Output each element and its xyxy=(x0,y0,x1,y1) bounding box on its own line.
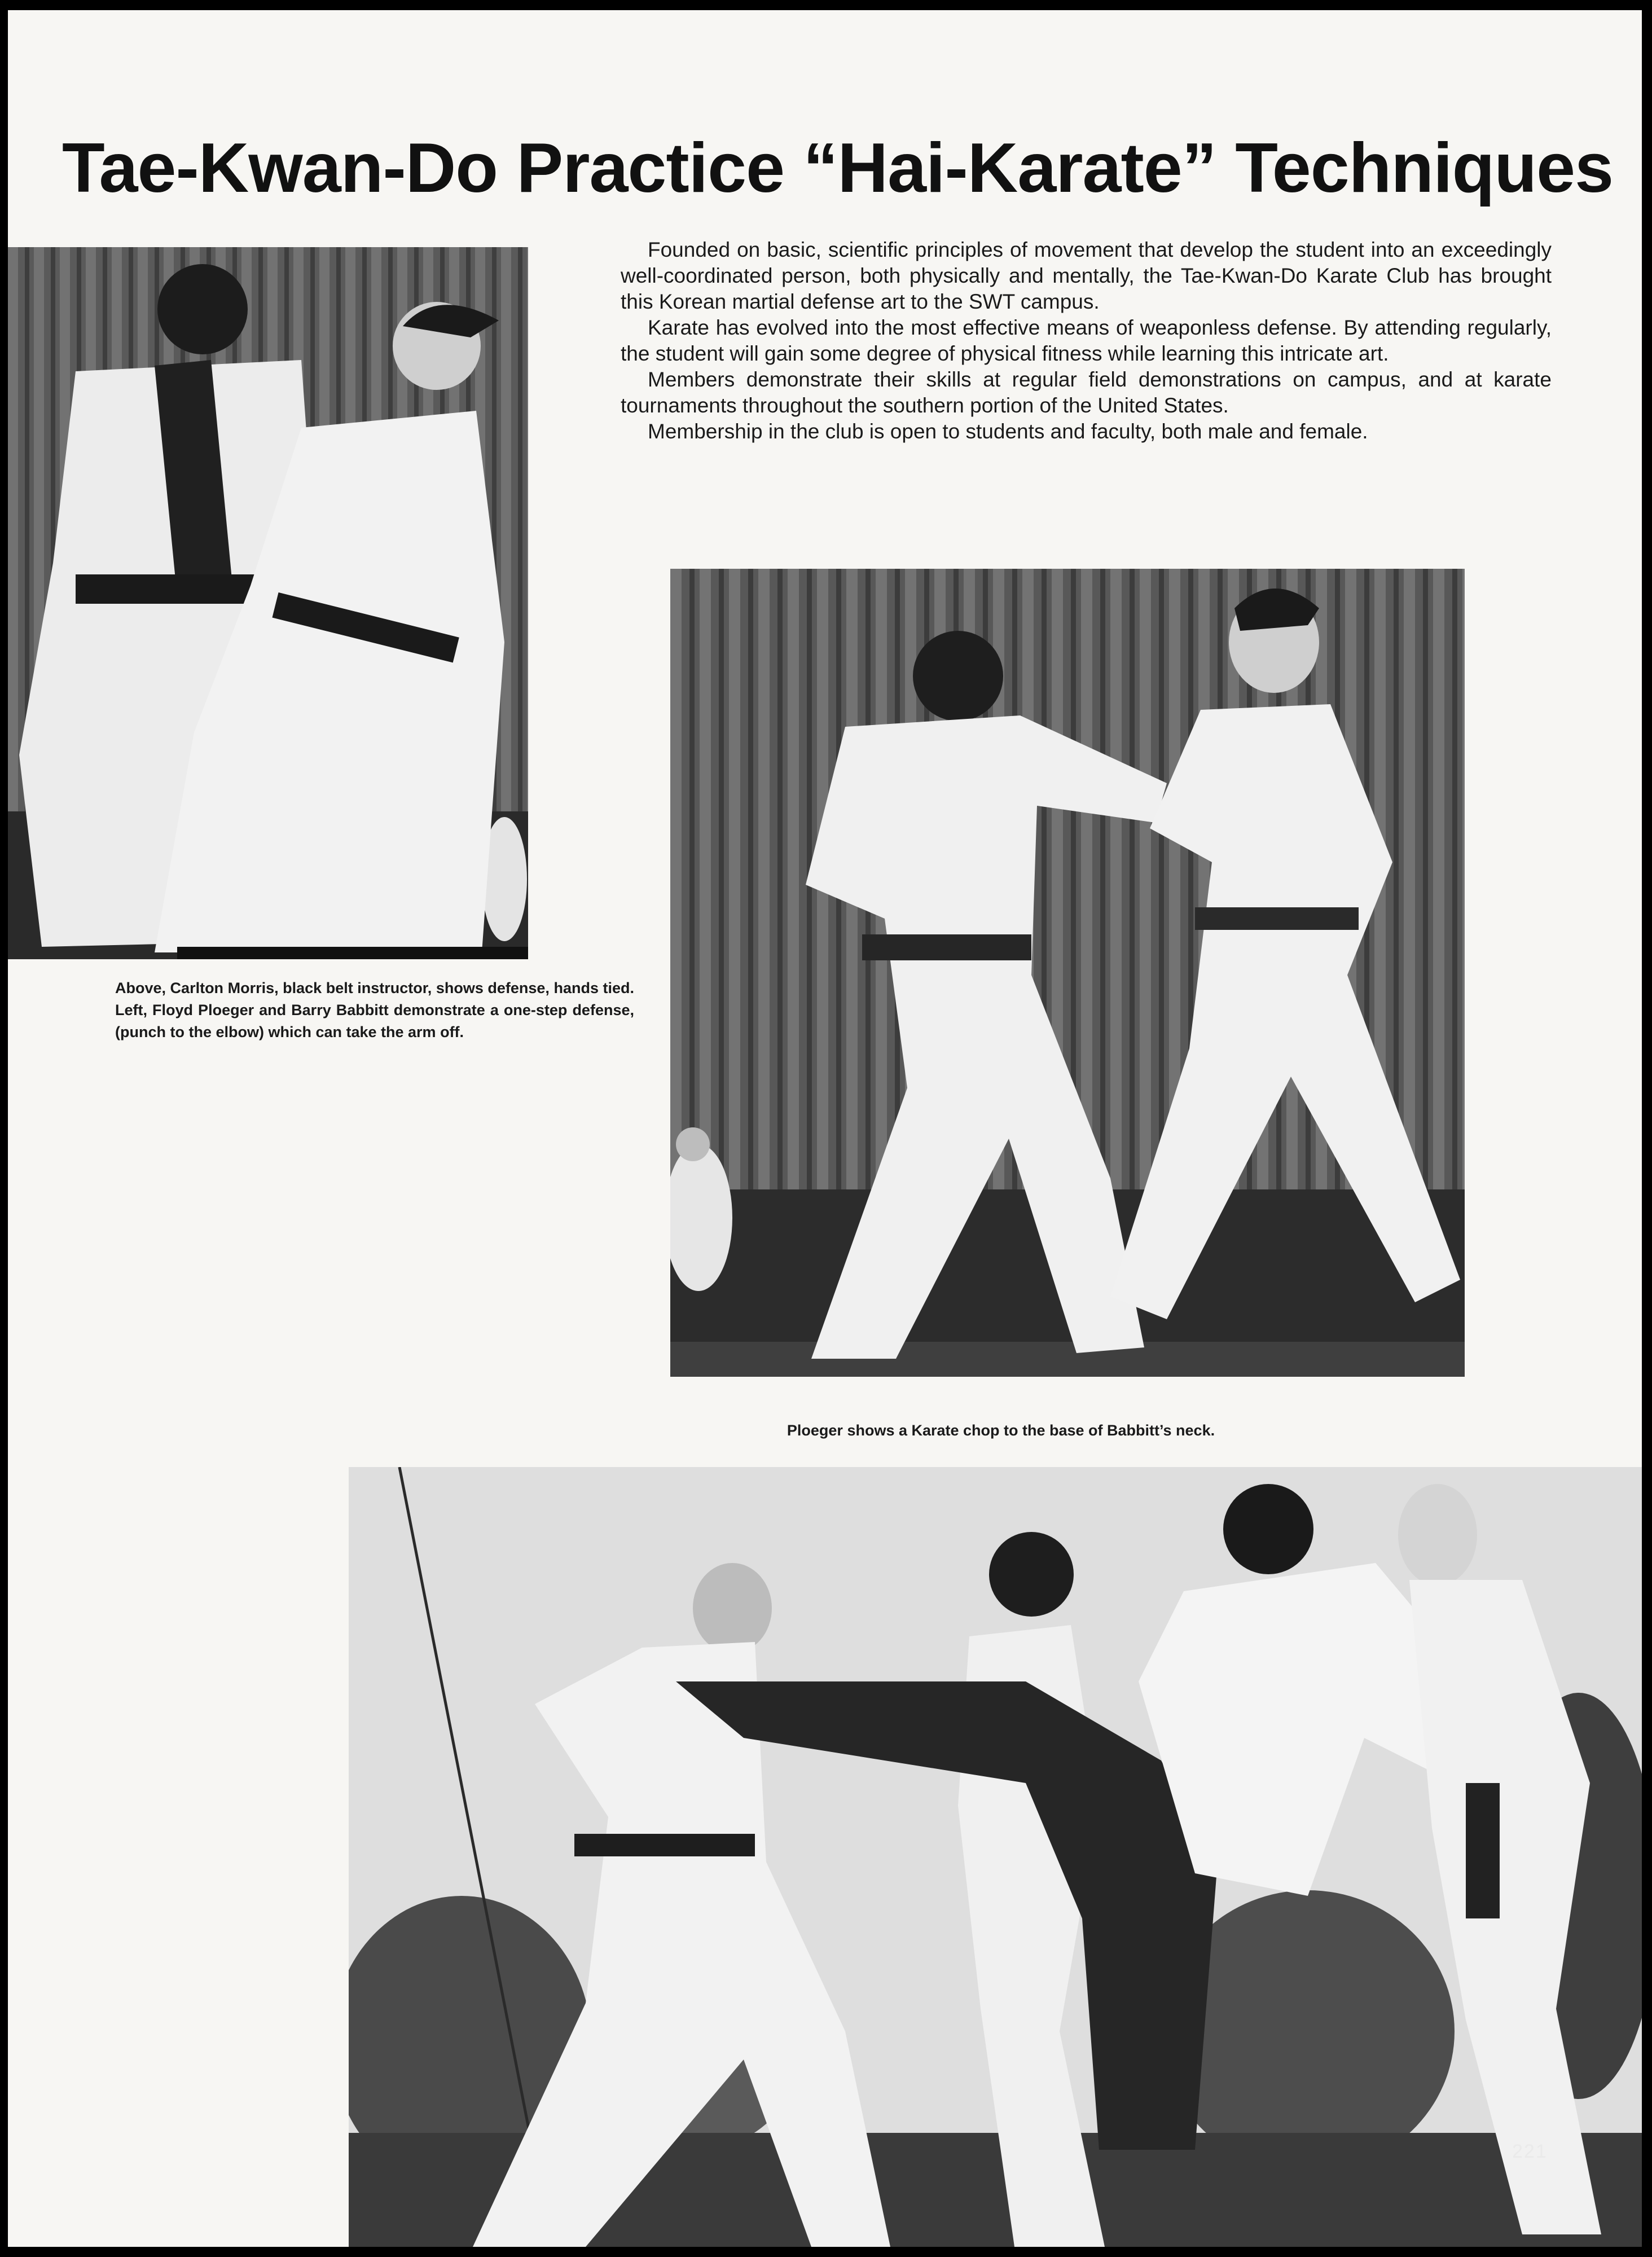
caption-top-left-photo: Above, Carlton Morris, black belt instructor, shows defense, hands tied. Left, Floyd Ploeger and Barry Babbitt demonstrate a one-step defense, (punch to the elbow) which can take the arm off. xyxy=(115,980,634,1040)
page-title: Tae-Kwan-Do Practice “Hai-Karate” Techniques xyxy=(62,129,1614,207)
article-paragraph: Membership in the club is open to students and faculty, both male and female. xyxy=(648,420,1368,443)
yearbook-page xyxy=(8,10,1642,2247)
article-paragraph: Karate has evolved into the most effective means of weaponless defense. By attending regularly, the student will gain some degree of physical fitness while learning this intricate art. xyxy=(621,316,1552,365)
photo-bottom-image xyxy=(349,1467,1642,2247)
article-paragraph: Members demonstrate their skills at regular field demonstrations on campus, and at karate tournaments throughout the southern portion of the United States. xyxy=(621,368,1552,417)
page-number: 221 xyxy=(1512,2141,1548,2162)
photo-karate-field-demonstration xyxy=(349,1467,1642,2247)
article-paragraph: Founded on basic, scientific principles of movement that develop the student into an exceedingly well-coordinated person, both physically and mentally, the Tae-Kwan-Do Karate Club has brought this Korean martial defense art to the SWT campus. xyxy=(621,238,1552,313)
caption-middle-photo: Ploeger shows a Karate chop to the base of Babbitt’s neck. xyxy=(787,1422,1215,1439)
photo-middle-image xyxy=(670,569,1465,1377)
article-body xyxy=(621,237,1552,445)
photo-karate-chop-demonstration xyxy=(670,569,1465,1377)
photo-karate-defense-hands-tied xyxy=(8,247,528,959)
photo-top-left-image xyxy=(8,247,528,959)
